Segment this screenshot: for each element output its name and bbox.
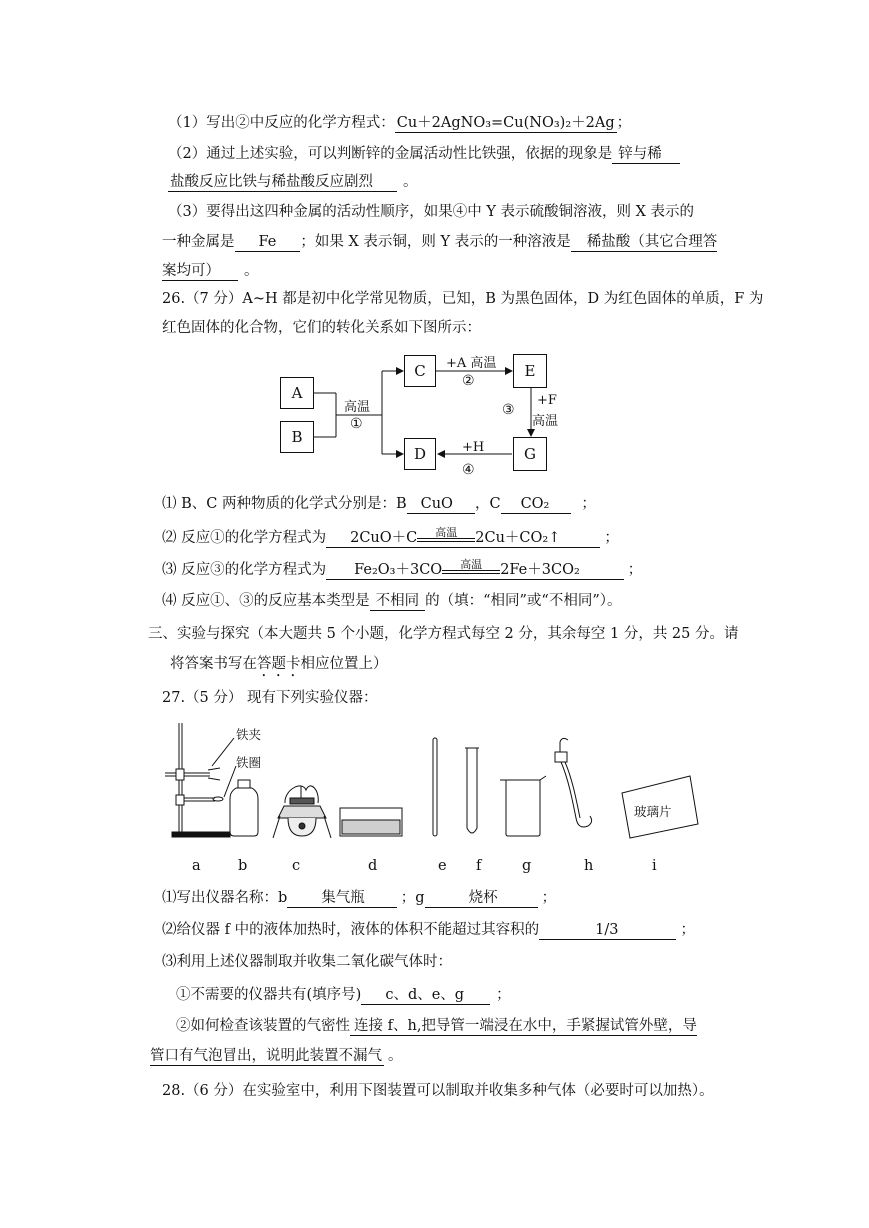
q25-p3-answer-y-a: 稀盐酸（其它合理答 <box>571 233 718 252</box>
q27-sub3b-cont <box>150 1046 403 1066</box>
q25-part3-line1: （3）要得出这四种金属的活动性顺序，如果④中 Y 表示硫酸铜溶液，则 X 表示的 <box>168 204 695 220</box>
cond1-num: ① <box>350 416 363 432</box>
q27-sub3-intro: ⑶利用上述仪器制取并收集二氧化碳气体时： <box>162 954 452 970</box>
q26-s3-right: 2Fe＋3CO₂ <box>500 562 580 578</box>
q26-s2-condition <box>417 527 475 547</box>
q25-p3-suffix: 。 <box>244 263 259 279</box>
q27-s3b-prefix: ②如何检查该装置的气密性 <box>176 1018 350 1034</box>
label-iron-clamp: 铁夹 <box>236 727 262 742</box>
q25-p3-prefix: 一种金属是 <box>162 234 235 250</box>
q25-p2-suffix: 。 <box>403 174 418 190</box>
q26-s3-suffix: ； <box>627 562 643 578</box>
q26-s4-prefix: ⑷ 反应①、③的反应基本类型是 <box>162 593 370 609</box>
section3-emphasis: 答题卡 <box>257 656 301 672</box>
q27-s1-g: 烧杯 <box>425 889 538 908</box>
section3-line2-suffix: 相应位置上） <box>300 656 388 672</box>
q26-s3-condition <box>442 559 500 579</box>
q26-intro-line1: 26.（7 分）A~H 都是初中化学常见物质，已知，B 为黑色固体，D 为红色固体的单质，F 为 <box>162 291 764 307</box>
q26-s2-prefix: ⑵ 反应①的化学方程式为 <box>162 530 327 546</box>
q27-s3b-suffix: 。 <box>388 1048 403 1064</box>
q26-s3-prefix: ⑶ 反应③的化学方程式为 <box>162 562 327 578</box>
q25-part2 <box>168 144 680 164</box>
q26-s1-c: CO₂ <box>501 495 572 514</box>
letter-h: h <box>584 858 594 874</box>
cond4-label: +H <box>462 440 485 455</box>
q27-s2-prefix: ⑵给仪器 f 中的液体加热时，液体的体积不能超过其容积的 <box>162 922 540 938</box>
q27-sub2 <box>162 920 695 940</box>
letter-i: i <box>652 858 657 874</box>
letter-d: d <box>368 858 378 874</box>
water-trough-icon <box>340 808 402 836</box>
gas-bottle-icon <box>230 780 258 836</box>
letter-g: g <box>522 858 532 874</box>
q25-p3-answer-y-b: 案均可） <box>162 262 238 281</box>
box-c: C <box>404 355 436 387</box>
box-a: A <box>280 377 314 409</box>
q27-s1-mid: ；g <box>400 890 425 906</box>
q25-part2-cont <box>168 172 418 192</box>
q26-s2-left: 2CuO＋C <box>350 530 418 546</box>
glass-rod-icon <box>433 738 437 836</box>
cond4-num: ④ <box>462 462 475 478</box>
q26-s1-mid: ，C <box>474 496 501 512</box>
q26-s2-cond-label: 高温 <box>435 526 458 539</box>
q26-s3-equation <box>326 559 624 580</box>
q26-s2-right: 2Cu＋CO₂↑ <box>475 530 561 546</box>
letter-a: a <box>192 858 201 874</box>
box-e: E <box>513 354 547 388</box>
q25-p1-prefix: （1）写出②中反应的化学方程式： <box>168 115 395 131</box>
q27-s1-prefix: ⑴写出仪器名称：b <box>162 890 288 906</box>
q27-s2-suffix: ； <box>680 922 695 938</box>
letter-f: f <box>476 858 482 874</box>
letter-c: c <box>292 858 301 874</box>
q26-s1-suffix: ； <box>581 496 596 512</box>
q26-sub2 <box>162 527 619 548</box>
box-g: G <box>513 437 547 471</box>
cond2-label: +A 高温 <box>446 356 497 371</box>
q25-p2-answer-b: 盐酸反应比铁与稀盐酸反应剧烈 <box>168 173 397 192</box>
q26-s2-equation <box>326 527 600 548</box>
letter-b: b <box>238 858 248 874</box>
q26-s3-left: Fe₂O₃＋3CO <box>354 562 443 578</box>
q25-p3-answer-x: Fe <box>235 233 301 252</box>
q25-part3-line2 <box>162 232 717 252</box>
q25-p2-answer-a: 锌与稀 <box>612 145 680 164</box>
q26-s3-cond-label: 高温 <box>460 558 483 571</box>
q27-s3b-answer-a: 连接 f、h,把导管一端浸在水中，手紧握试管外壁，导 <box>350 1017 697 1036</box>
q27-intro: 27.（5 分） 现有下列实验仪器： <box>162 690 378 706</box>
q27-s3a-suffix: ； <box>496 987 511 1003</box>
beaker-icon <box>500 776 546 836</box>
section3-heading: 三、实验与探究（本大题共 5 个小题，化学方程式每空 2 分，其余每空 1 分，共 25 分。请 <box>148 626 739 642</box>
q27-s3a-prefix: ①不需要的仪器共有(填序号) <box>176 987 362 1003</box>
q25-p3-mid: ；如果 X 表示铜，则 Y 表示的一种溶液是 <box>300 234 571 250</box>
q26-sub1 <box>162 494 596 514</box>
cond2-num: ② <box>462 373 475 389</box>
section3-line2-prefix: 将答案书写在 <box>170 656 257 672</box>
cond1-temp: 高温 <box>344 400 371 415</box>
label-iron-ring: 铁圈 <box>236 755 262 770</box>
stopper-tube-icon <box>555 738 592 827</box>
cond3-temp: 高温 <box>532 414 559 429</box>
cond3-num: ③ <box>502 402 515 418</box>
box-d: D <box>404 438 436 470</box>
q27-s3a-answer: c、d、e、g <box>361 986 490 1005</box>
letter-e: e <box>438 858 447 874</box>
q27-s3b-answer-b: 管口有气泡冒出，说明此装置不漏气 <box>150 1048 382 1064</box>
q26-s4-suffix: 的（填：“相同”或“不相同”）。 <box>425 593 622 609</box>
q27-sub3a <box>176 985 511 1005</box>
q27-s2-answer: 1/3 <box>539 921 676 940</box>
q27-sub3b <box>176 1016 697 1036</box>
q25-p1-answer: Cu＋2AgNO₃=Cu(NO₃)₂＋2Ag <box>396 115 615 131</box>
iron-stand-icon <box>165 723 236 837</box>
q26-s1-prefix: ⑴ B、C 两种物质的化学式分别是：B <box>162 496 407 512</box>
section3-line2 <box>170 654 388 680</box>
q28-intro: 28.（6 分）在实验室中，利用下图装置可以制取并收集多种气体（必要时可以加热）。 <box>162 1083 714 1099</box>
q26-sub4 <box>162 591 622 611</box>
q26-s1-b: CuO <box>407 495 475 514</box>
label-glass-slide: 玻璃片 <box>634 804 672 819</box>
q25-p2-prefix: （2）通过上述实验，可以判断锌的金属活动性比铁强，依据的现象是 <box>168 146 613 162</box>
cond3-reagent: +F <box>537 393 557 408</box>
q26-intro-line2: 红色固体的化合物，它们的转化关系如下图所示： <box>162 320 481 336</box>
alcohol-lamp-icon <box>273 786 331 838</box>
box-b: B <box>280 421 314 453</box>
q27-s1-suffix: ； <box>541 890 557 906</box>
q26-sub3 <box>162 559 642 580</box>
q25-part1 <box>168 113 631 133</box>
q26-s4-answer: 不相同 <box>370 592 426 611</box>
q25-p1-suffix: ； <box>616 115 632 131</box>
q27-s1-b: 集气瓶 <box>287 889 397 908</box>
q27-sub1 <box>162 888 556 908</box>
q26-s2-suffix: ； <box>604 530 619 546</box>
q25-part3-line3 <box>162 261 259 281</box>
test-tube-icon <box>465 748 479 833</box>
